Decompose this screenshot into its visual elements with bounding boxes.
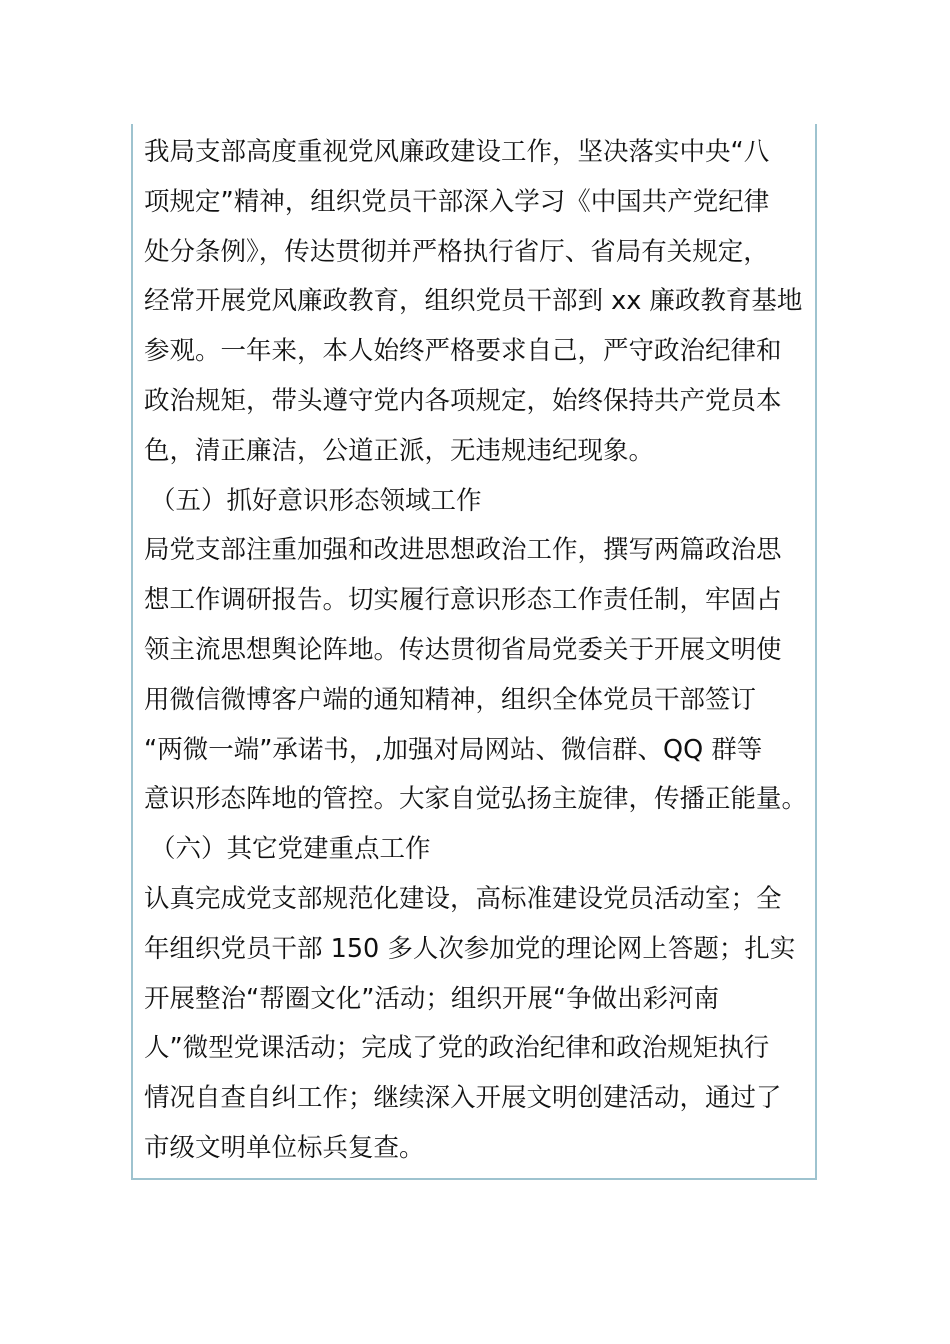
- paragraph-line: 参观。一年来，本人始终严格要求自己，严守政治纪律和: [144, 336, 782, 367]
- paragraph-line: 色，清正廉洁，公道正派，无违规违纪现象。: [144, 435, 655, 466]
- paragraph-line: 情况自查自纠工作；继续深入开展文明创建活动，通过了: [144, 1083, 782, 1114]
- paragraph-line: 项规定”精神，组织党员干部深入学习《中国共产党纪律: [144, 186, 770, 217]
- paragraph-line: 局党支部注重加强和改进思想政治工作，撰写两篇政治思: [144, 535, 782, 566]
- paragraph-line: 意识形态阵地的管控。大家自觉弘扬主旋律，传播正能量。: [144, 784, 808, 815]
- paragraph-line: 用微信微博客户端的通知精神，组织全体党员干部签订: [144, 684, 757, 715]
- section-heading: （六）其它党建重点工作: [150, 834, 431, 865]
- paragraph-line: 经常开展党风廉政教育，组织党员干部到 xx 廉政教育基地: [144, 286, 803, 317]
- paragraph-line: 人”微型党课活动；完成了党的政治纪律和政治规矩执行: [144, 1033, 770, 1064]
- paragraph-line: 年组织党员干部 150 多人次参加党的理论网上答题；扎实: [144, 933, 796, 964]
- document-body: [144, 128, 808, 1174]
- paragraph-line: 认真完成党支部规范化建设，高标准建设党员活动室；全: [144, 883, 782, 914]
- paragraph-line: 政治规矩，带头遵守党内各项规定，始终保持共产党员本: [144, 385, 782, 416]
- paragraph-line: “两微一端”承诺书，,加强对局网站、微信群、QQ 群等: [144, 734, 763, 765]
- paragraph-line: 开展整治“帮圈文化”活动；组织开展“争做出彩河南: [144, 983, 720, 1014]
- paragraph-line: 领主流思想舆论阵地。传达贯彻省局党委关于开展文明使: [144, 634, 782, 665]
- paragraph-line: 想工作调研报告。切实履行意识形态工作责任制，牢固占: [144, 585, 782, 616]
- section-heading: （五）抓好意识形态领域工作: [150, 485, 482, 516]
- paragraph-line: 处分条例》，传达贯彻并严格执行省厅、省局有关规定，: [144, 236, 769, 267]
- paragraph-line: 市级文明单位标兵复查。: [144, 1132, 425, 1163]
- paragraph-line: 我局支部高度重视党风廉政建设工作，坚决落实中央“八: [144, 137, 770, 167]
